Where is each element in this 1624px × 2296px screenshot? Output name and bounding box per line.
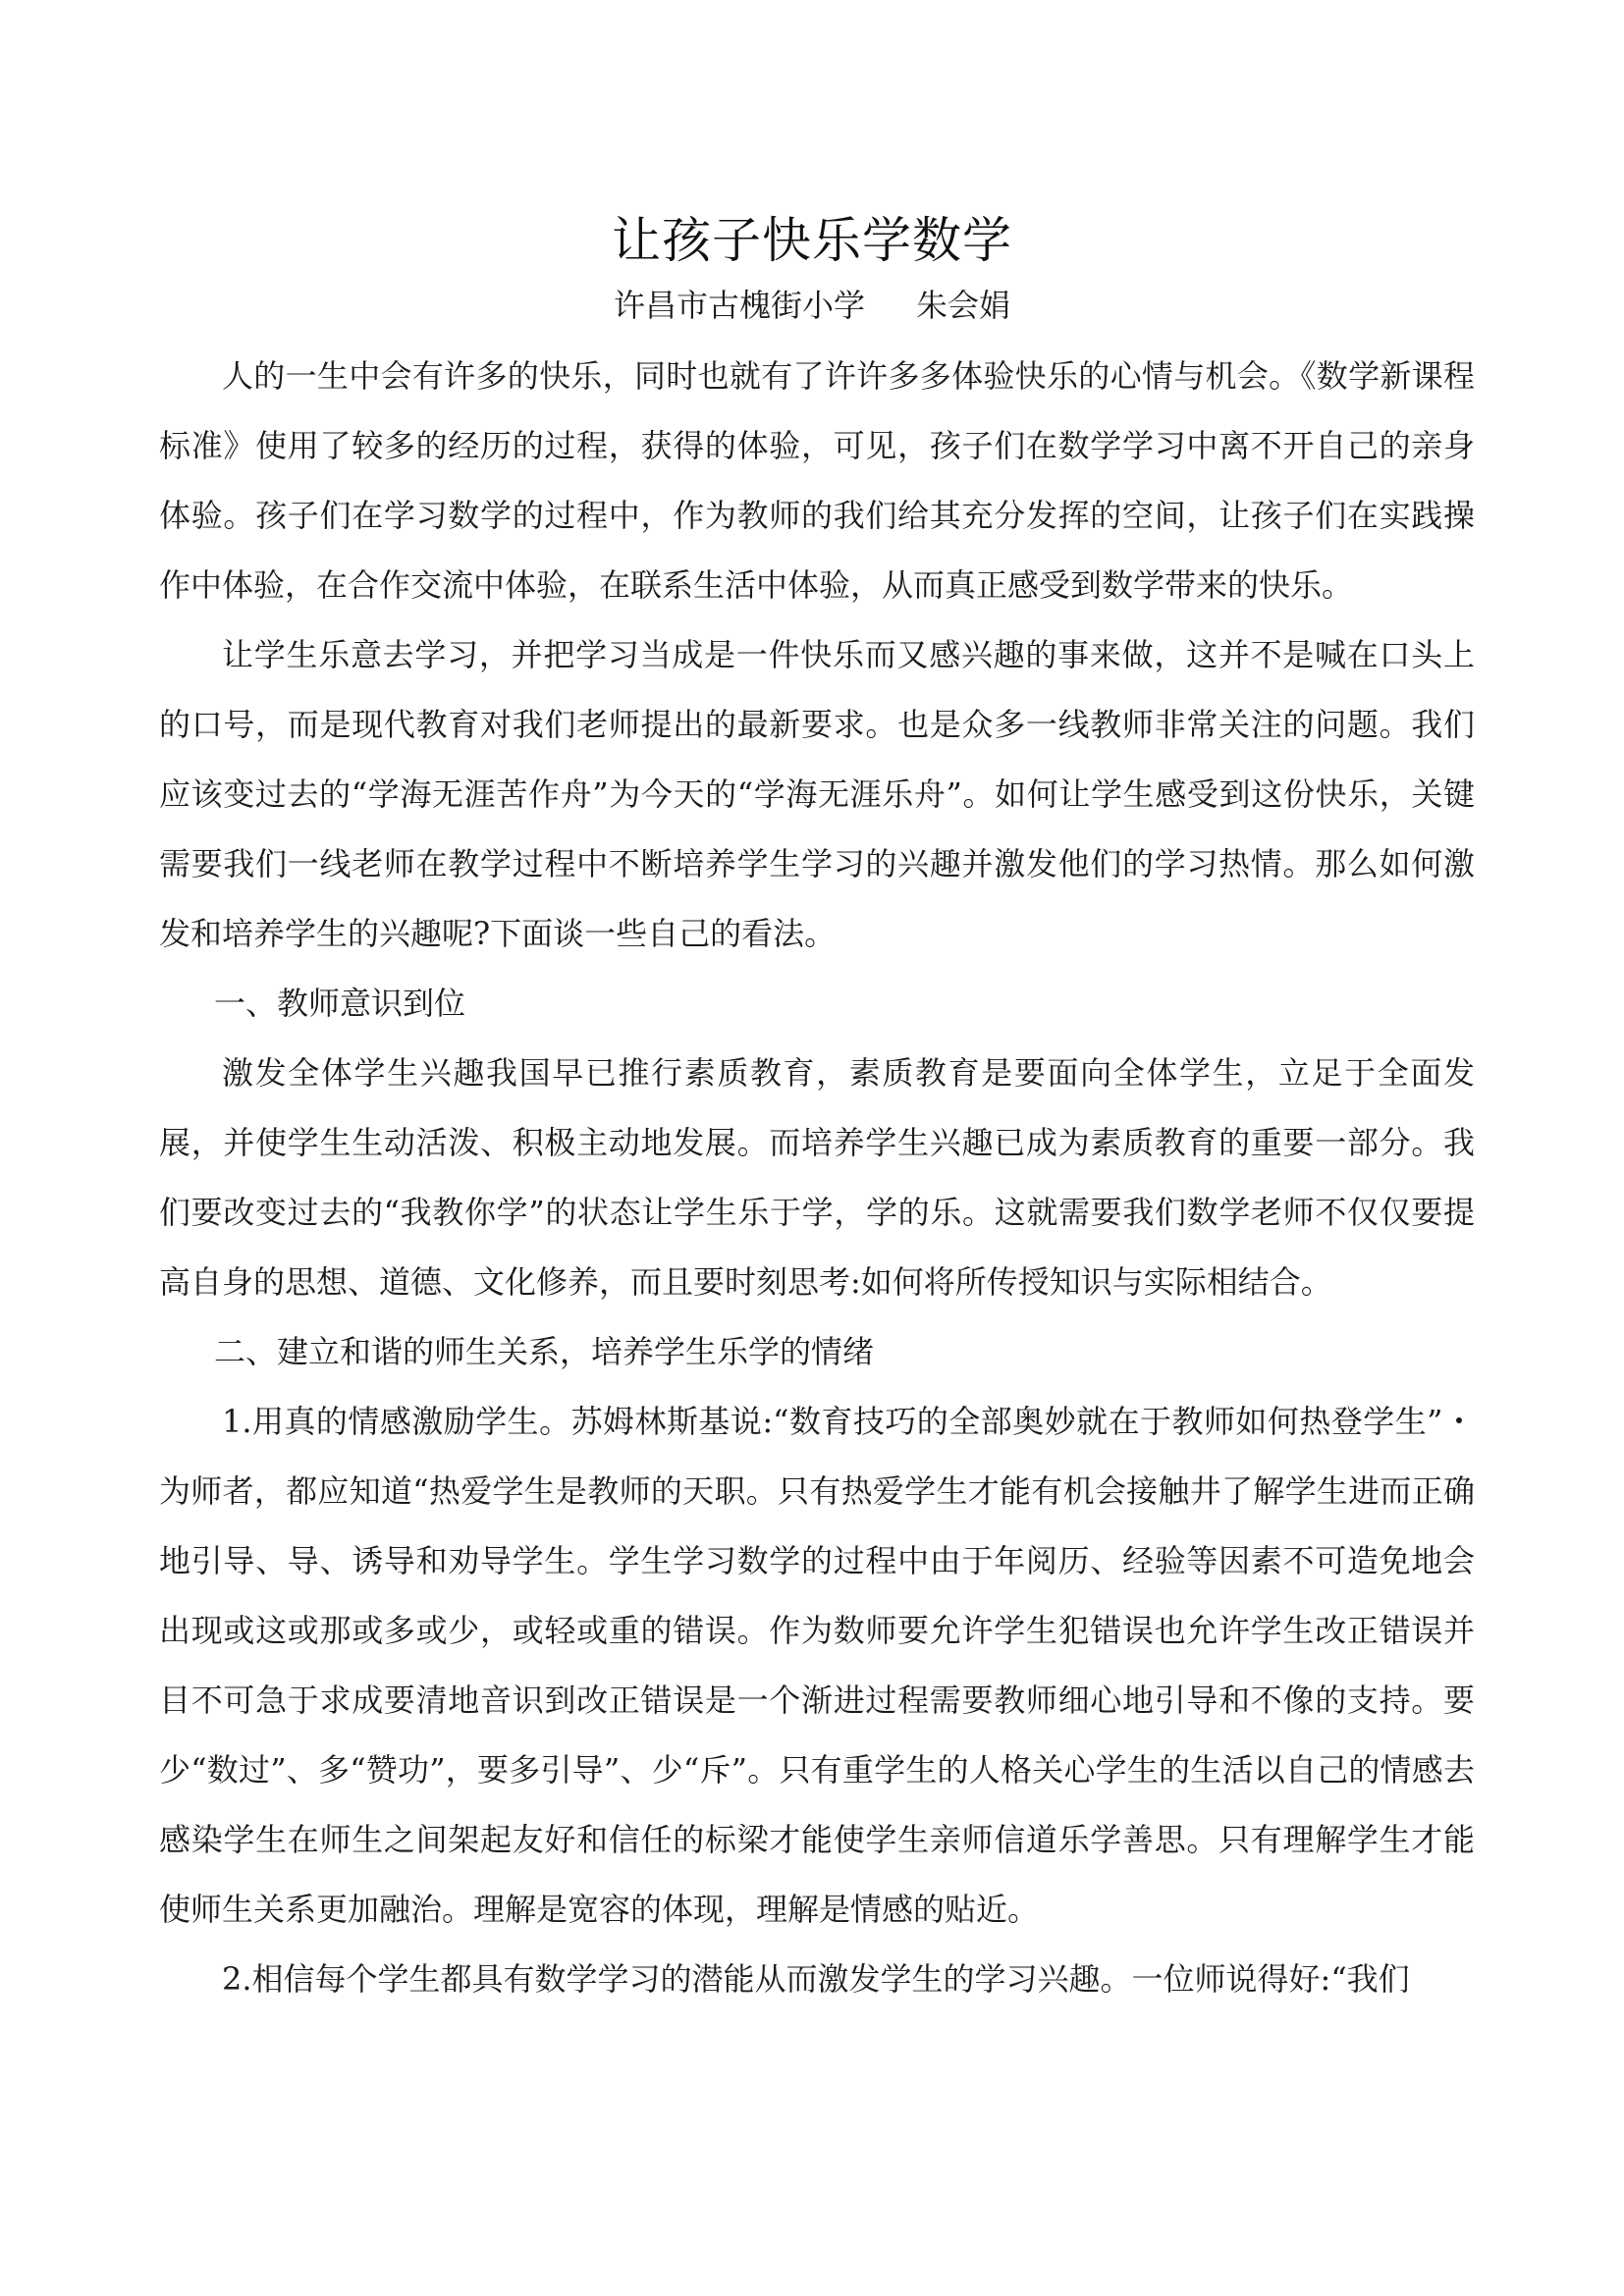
paragraph-point-2: 2.相信每个学生都具有数学学习的潜能从而激发学生的学习兴趣。一位师说得好:“我们: [222, 1960, 1410, 1998]
section-heading-2: 二、建立和谐的师生关系，培养学生乐学的情绪: [214, 1333, 875, 1370]
document-title: 让孩子快乐学数学: [612, 212, 1012, 269]
section-heading-1: 一、教师意识到位: [214, 985, 466, 1022]
paragraph-point-1: 1.用真的情感激励学生。苏姆林斯基说:“数育技巧的全部奥妙就在于教师如何热登学生”・为师者，都应知道“热爱学生是教师的天职。只有热爱学生才能有机会接触井了解学生进而正确地引导、导、诱导和劝导学生。学生学习数学的过程中由于年阅历、经验等因素不可造免地会出现或这或那或多或少，或轻或重的错误。作为数师要允许学生犯错误也允许学生改正错误并目不可急于求成要清地音识到改正错误是一个渐进过程需要教师细心地引导和不像的支持。要少“数过”、多“赞功”，要多引导”、少“斥”。只有重学生的人格关心学生的生活以自己的情感去感染学生在师生之间架起友好和信任的标梁才能使学生亲师信道乐学善思。只有理解学生才能使师生关系更加融治。理解是宽容的体现，理解是情感的贴近。: [159, 1403, 1475, 1928]
paragraph-motivation: 让学生乐意去学习，并把学习当成是一件快乐而又感兴趣的事来做，这并不是喊在口头上的口号，而是现代教育对我们老师提出的最新要求。也是众多一线教师非常关注的问题。我们应该变过去的“学海无涯苦作舟”为今天的“学海无涯乐舟”。如何让学生感受到这份快乐，关键需要我们一线老师在教学过程中不断培养学生学习的兴趣并激发他们的学习热情。那么如何激发和培养学生的兴趣呢?下面谈一些自己的看法。: [159, 636, 1475, 952]
author-name: 朱会娟: [916, 287, 1011, 324]
byline: [0, 285, 1624, 326]
paragraph-section-1: 激发全体学生兴趣我国早已推行素质教育，素质教育是要面向全体学生，立足于全面发展，并使学生生动活泼、积极主动地发展。而培养学生兴趣已成为素质教育的重要一部分。我们要改变过去的“我教你学”的状态让学生乐于学，学的乐。这就需要我们数学老师不仅仅要提高自身的思想、道德、文化修养，而且要时刻思考:如何将所传授知识与实际相结合。: [159, 1054, 1475, 1301]
school-name: 许昌市古槐街小学: [613, 287, 865, 324]
document-body: [159, 342, 1475, 2014]
paragraph-intro: 人的一生中会有许多的快乐，同时也就有了许许多多体验快乐的心情与机会。《数学新课程标准》使用了较多的经历的过程，获得的体验，可见，孩子们在数学学习中离不开自己的亲身体验。孩子们在学习数学的过程中，作为教师的我们给其充分发挥的空间，让孩子们在实践操作中体验，在合作交流中体验，在联系生活中体验，从而真正感受到数学带来的快乐。: [159, 357, 1475, 604]
